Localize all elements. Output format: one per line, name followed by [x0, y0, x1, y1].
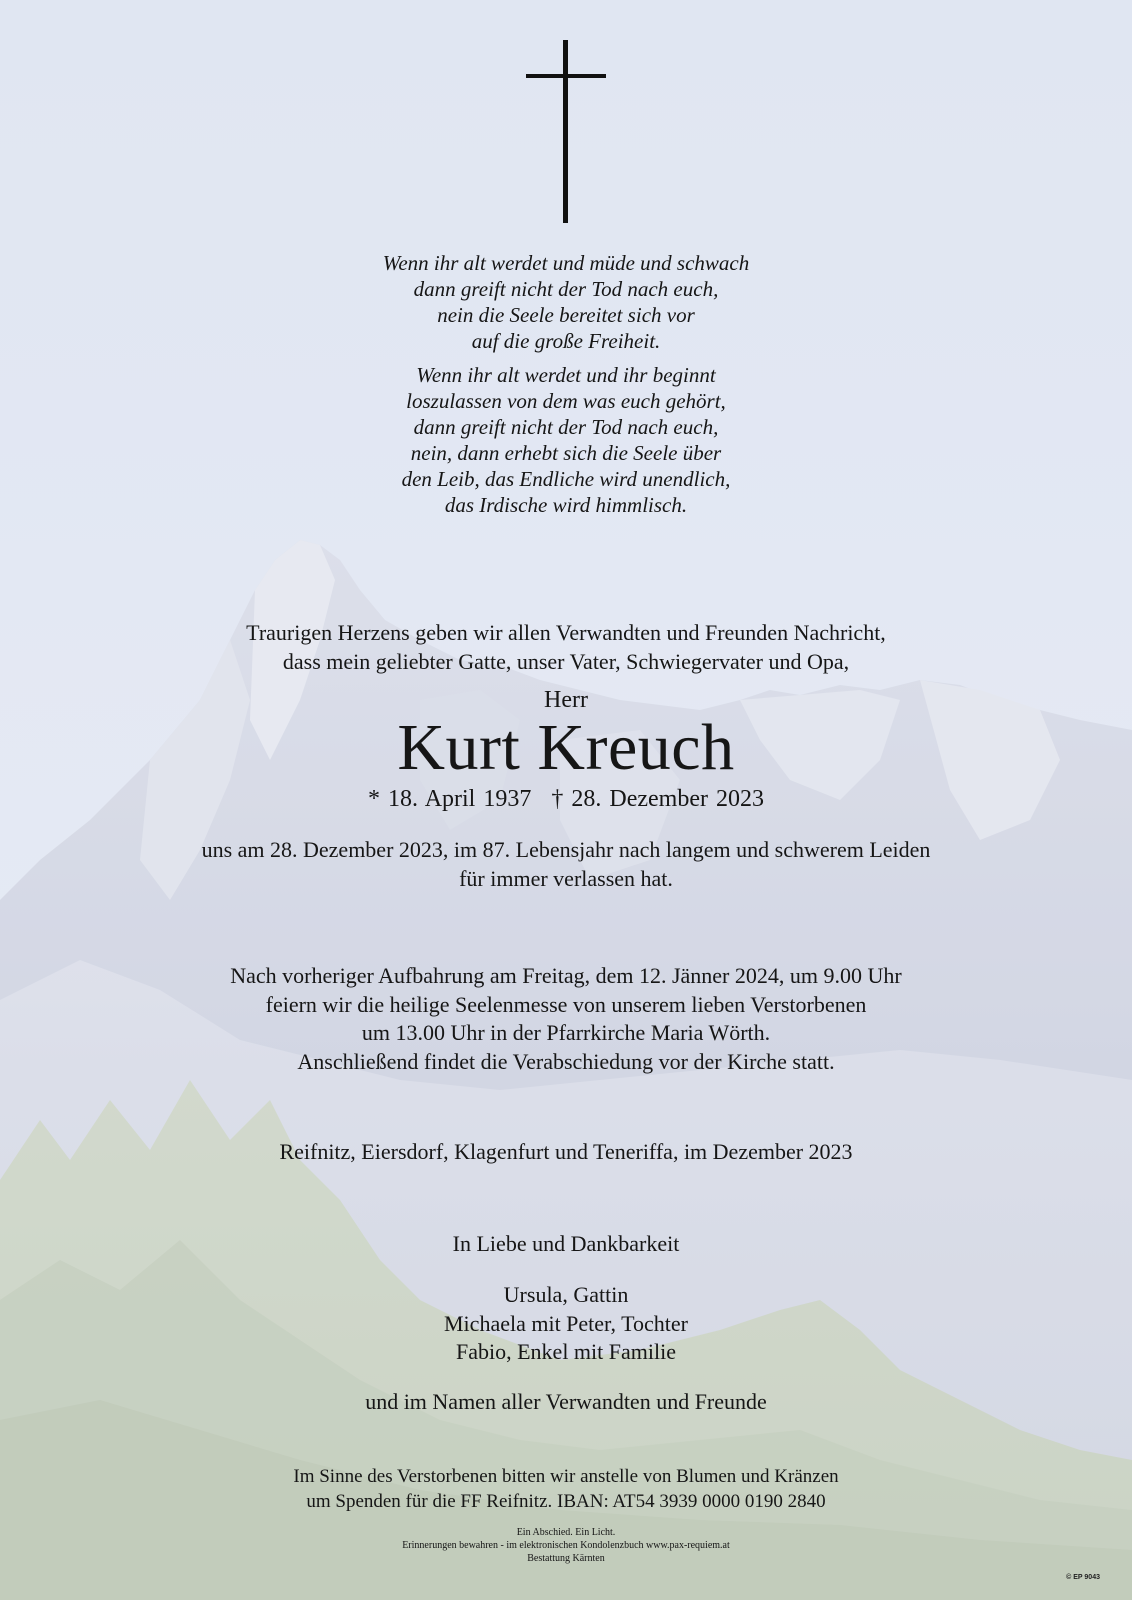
donation-line: um Spenden für die FF Reifnitz. IBAN: AT54 3939 0000 0190 2840	[306, 1491, 826, 1512]
announcement-line: Traurigen Herzens geben wir allen Verwandten und Freunden Nachricht,	[246, 620, 886, 645]
corner-code: © EP 9043	[1066, 1574, 1100, 1581]
death-date: † 28. Dezember 2023	[551, 786, 764, 812]
poem-stanza-1	[0, 250, 1132, 354]
cross-icon	[0, 0, 1132, 240]
footer-line: Bestattung Kärnten	[527, 1553, 605, 1564]
announcement-passing	[0, 836, 1132, 893]
poem-line: Wenn ihr alt werdet und müde und schwach	[382, 251, 750, 275]
mourner: Ursula, Gattin	[503, 1282, 629, 1307]
poem-line: dann greift nicht der Tod nach euch,	[413, 277, 719, 301]
announcement-line: dass mein geliebter Gatte, unser Vater, Schwiegervater und Opa,	[282, 648, 850, 674]
poem-line: Wenn ihr alt werdet und ihr beginnt	[416, 363, 716, 387]
funeral-line: feiern wir die heilige Seelenmesse von unserem lieben Verstorbenen	[265, 991, 867, 1017]
funeral-details	[0, 962, 1132, 1076]
funeral-line: Anschließend findet die Verabschiedung vor der Kirche statt.	[297, 1048, 835, 1074]
closing-phrase: In Liebe und Dankbarkeit	[452, 1231, 680, 1256]
deceased-name: Kurt Kreuch	[397, 711, 735, 784]
relatives-line: und im Namen aller Verwandten und Freunde	[365, 1389, 767, 1414]
announcement-line: für immer verlassen hat.	[459, 865, 673, 891]
footer-line: Erinnerungen bewahren - im elektronischen Kondolenzbuch www.pax-requiem.at	[402, 1540, 730, 1551]
donation-line: Im Sinne des Verstorbenen bitten wir anstelle von Blumen und Kränzen	[293, 1466, 839, 1487]
funeral-line: um 13.00 Uhr in der Pfarrkirche Maria Wörth.	[361, 1020, 771, 1045]
poem-line: das Irdische wird himmlisch.	[444, 493, 688, 517]
mourner: Fabio, Enkel mit Familie	[456, 1339, 676, 1364]
poem-line: dann greift nicht der Tod nach euch,	[413, 415, 719, 439]
donation-request	[0, 1464, 1132, 1514]
birth-date: * 18. April 1937	[368, 786, 532, 812]
poem-stanza-2	[0, 362, 1132, 518]
funeral-line: Nach vorheriger Aufbahrung am Freitag, dem 12. Jänner 2024, um 9.00 Uhr	[230, 963, 902, 988]
life-dates	[0, 785, 1132, 813]
poem-line: den Leib, das Endliche wird unendlich,	[401, 467, 731, 491]
poem-line: auf die große Freiheit.	[471, 329, 661, 353]
poem-line: loszulassen von dem was euch gehört,	[406, 389, 726, 413]
announcement-intro	[0, 619, 1132, 676]
place-and-date: Reifnitz, Eiersdorf, Klagenfurt und Teneriffa, im Dezember 2023	[279, 1139, 853, 1164]
mourner: Michaela mit Peter, Tochter	[444, 1310, 688, 1336]
footer-line: Ein Abschied. Ein Licht.	[516, 1527, 616, 1538]
mourners-list	[0, 1281, 1132, 1367]
poem-line: nein die Seele bereitet sich vor	[437, 303, 695, 327]
announcement-line: uns am 28. Dezember 2023, im 87. Lebensjahr nach langem und schwerem Leiden	[201, 837, 931, 862]
salutation: Herr	[544, 687, 588, 713]
footer	[0, 1526, 1132, 1565]
poem-line: nein, dann erhebt sich die Seele über	[410, 441, 722, 465]
